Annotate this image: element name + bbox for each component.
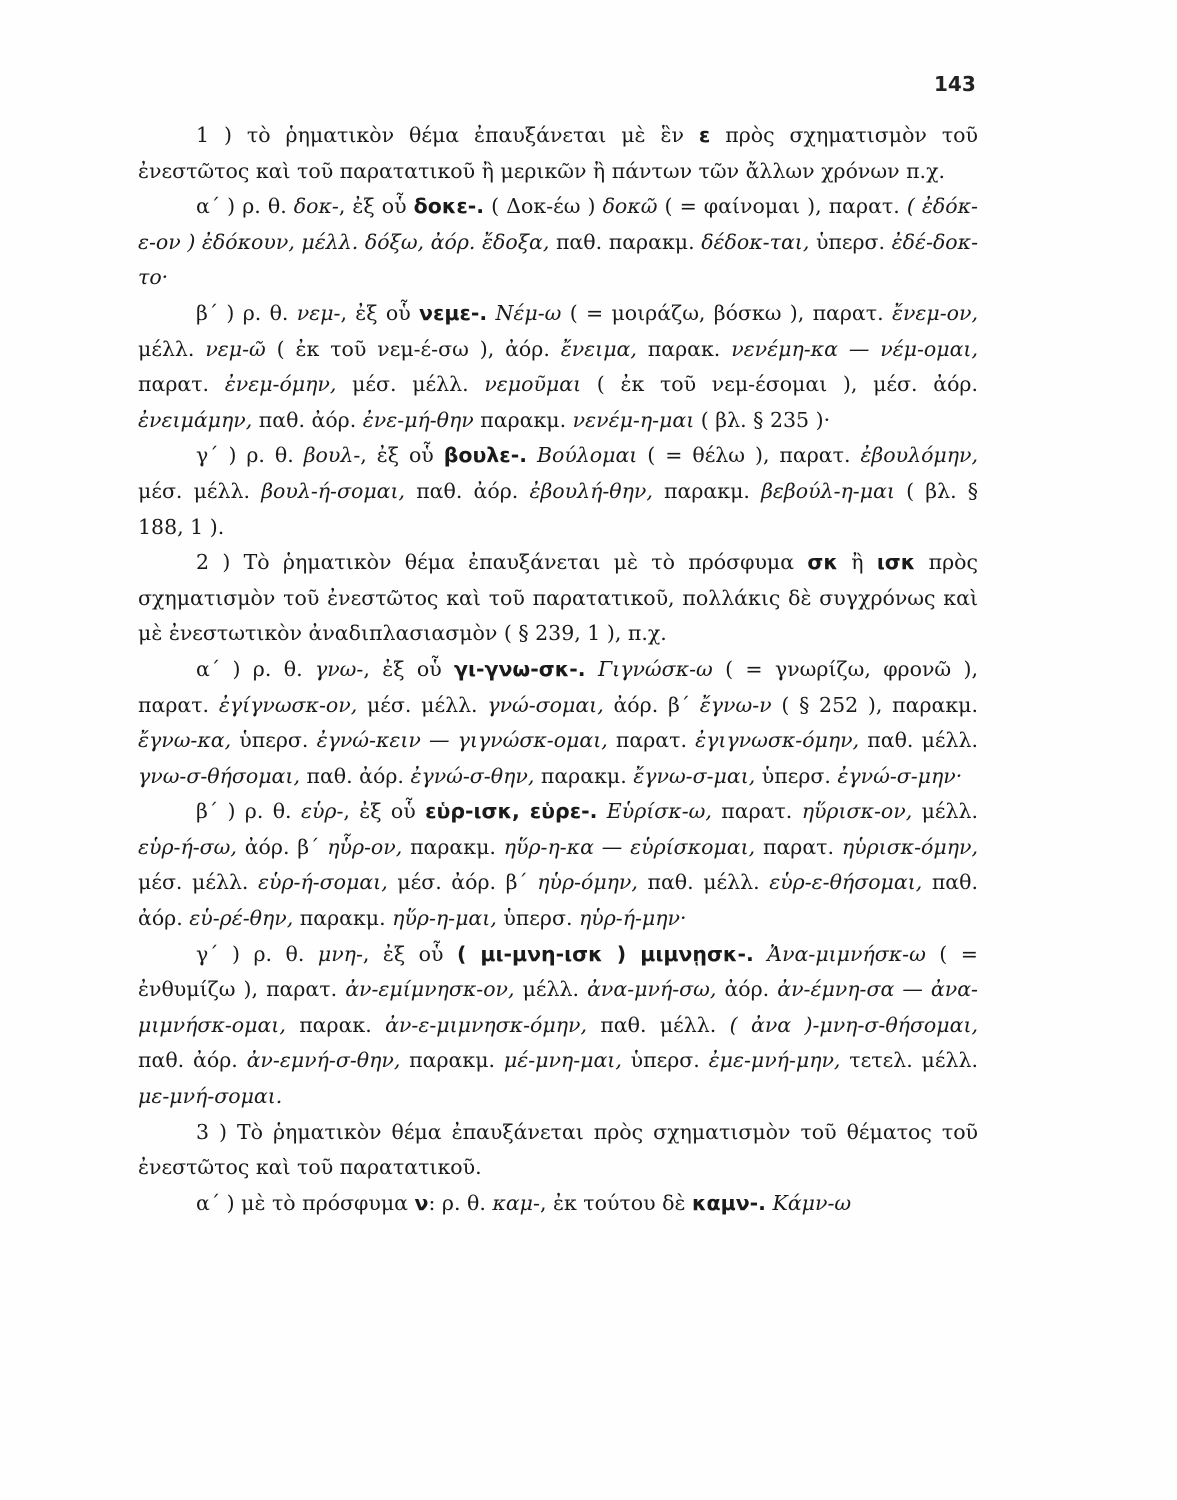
text-run: ( βλ. § 188, 1 ).: [138, 478, 978, 539]
text-run: παθ. ἀόρ.: [252, 407, 363, 432]
italic-form: εὑρ-ε-θήσομαι,: [769, 870, 923, 895]
text-run: πρὸς σχηματισμὸν τοῦ ἐνεστῶτος καὶ τοῦ παρατατικοῦ ἢ μερικῶν ἢ πάντων τῶν ἄλλων χρόνων π.χ.: [138, 123, 978, 183]
text-run: 3 ) Τὸ ῥηματικὸν θέμα ἐπαυξάνεται πρὸς σχηματισμὸν τοῦ θέματος τοῦ ἐνεστῶτος καὶ τοῦ παρατατικοῦ.: [138, 1119, 978, 1180]
paragraph: [138, 652, 978, 794]
paragraph: [138, 937, 978, 1115]
text-run: , ἐκ τούτου δὲ: [539, 1190, 692, 1215]
text-run: μέλλ.: [912, 799, 979, 824]
italic-form: γνω-σ-θήσομαι,: [138, 763, 300, 788]
text-run: ( ἐκ τοῦ νεμ-έσομαι ), μέσ. ἀόρ.: [581, 372, 978, 397]
text-run: ( = θέλω ), παρατ.: [637, 443, 861, 468]
text-run: ἢ: [837, 550, 877, 575]
paragraph: [138, 1115, 978, 1186]
italic-form: νεμ-: [296, 300, 341, 325]
text-run: ὑπερσ.: [621, 1048, 709, 1073]
italic-form: ἐγνώ-σ-μην·: [837, 763, 963, 788]
text-run: παρακ.: [285, 1012, 386, 1037]
text-run: παρατ.: [607, 728, 696, 753]
text-run: , ἐξ οὗ: [360, 443, 444, 468]
text-run: παρακμ.: [473, 407, 573, 432]
italic-form: ἀνα-μνή-σω,: [587, 977, 717, 1002]
italic-form: ἐγνώ-σ-θην,: [410, 763, 535, 788]
italic-form: ηὑρισκ-όμην,: [841, 834, 978, 859]
text-run: [754, 942, 767, 966]
italic-form: ἔνειμα,: [560, 336, 637, 361]
text-run: ( = μοιράζω, βόσκω ), παρατ.: [561, 300, 892, 325]
text-run: παρατ.: [138, 372, 225, 397]
text-run: [586, 657, 598, 681]
italic-form: ηὕρισκ-ον,: [801, 799, 913, 824]
text-run: μέσ. μέλλ.: [138, 478, 262, 503]
paragraph: [138, 438, 978, 545]
bold-stem: νεμε-.: [419, 300, 488, 325]
italic-form: μέ-μνη-μαι,: [503, 1048, 622, 1073]
italic-form: Κάμν-ω: [772, 1190, 852, 1215]
text-run: παρακ.: [636, 336, 732, 361]
italic-form: βουλ-ή-σομαι,: [261, 478, 406, 503]
italic-form: δέδοκ-ται,: [701, 229, 810, 254]
text-run: : ρ. θ.: [428, 1190, 493, 1215]
text-run: μέσ. μέλλ.: [138, 870, 259, 895]
italic-form: βεβούλ-η-μαι: [761, 478, 895, 503]
text-run: ὑπερσ.: [755, 763, 838, 788]
italic-form: ἔγνω-κα,: [138, 728, 232, 753]
italic-form: ἐγίγνωσκ-ον,: [218, 692, 358, 717]
text-run: παθ. ἀόρ.: [138, 870, 979, 931]
paragraph: [138, 545, 978, 652]
italic-form: Ἀνα-μιμνήσκ-ω: [767, 941, 926, 966]
text-run: γ΄ ) ρ. θ.: [196, 941, 318, 966]
body-text: [138, 118, 978, 1221]
text-run: ἀόρ. β΄: [236, 834, 328, 859]
italic-form: μνη-: [317, 941, 363, 966]
text-run: παρακμ.: [402, 834, 504, 859]
italic-form: βουλ-: [303, 443, 361, 468]
text-run: παρακμ.: [534, 763, 634, 788]
text-run: ( § 252 ), παρακμ.: [771, 692, 979, 717]
italic-form: Γιγνώσκ-ω: [597, 656, 713, 681]
bold-stem: γι-γνω-σκ-.: [454, 656, 586, 681]
italic-form: ἐνειμάμην,: [138, 407, 253, 432]
bold-stem: δοκε-.: [413, 194, 485, 219]
text-run: ( = φαίνομαι ), παρατ.: [657, 194, 907, 219]
italic-form: γνω-: [314, 656, 364, 681]
italic-form: ἐβουλόμην,: [860, 443, 978, 468]
text-run: 2 ) Τὸ ῥηματικὸν θέμα ἐπαυξάνεται μὲ τὸ πρόσφυμα: [196, 550, 808, 575]
text-run: πρὸς σχηματισμὸν τοῦ ἐνεστῶτος καὶ τοῦ παρατατικοῦ, πολλάκις δὲ συγχρόνως καὶ μὲ ἐνεστωτικὸν ἀναδιπλασιασμὸν ( § 239, 1 ), π.χ.: [138, 550, 978, 646]
page-number: 143: [934, 72, 976, 96]
text-run: , ἐξ οὗ: [340, 300, 419, 325]
text-run: ὑπερσ.: [496, 906, 579, 931]
italic-form: ηὑρ-ή-μην·: [578, 906, 687, 931]
paragraph: [138, 296, 978, 438]
text-run: α΄ ) μὲ τὸ πρόσφυμα: [196, 1190, 415, 1215]
italic-form: εὑρ-ή-σω,: [138, 834, 237, 859]
text-run: μέσ. ἀόρ. β΄: [387, 870, 538, 895]
italic-form: με-μνή-σομαι.: [138, 1084, 283, 1109]
italic-form: δοκ-: [293, 194, 339, 219]
text-run: μέσ. μέλλ.: [357, 692, 488, 717]
italic-form: ἐβουλή-θην,: [529, 478, 653, 503]
italic-form: ἔγνω-ν: [699, 692, 772, 717]
italic-form: ἐνεμ-όμην,: [224, 372, 337, 397]
italic-form: ἐμε-μνή-μην,: [708, 1048, 841, 1073]
italic-form: ἀν-εμνή-σ-θην,: [246, 1048, 401, 1073]
text-run: , ἐξ οὗ: [363, 656, 455, 681]
italic-form: ηὑρ-όμην,: [537, 870, 638, 895]
italic-form: νεμοῦμαι: [484, 372, 582, 397]
text-run: α΄ ) ρ. θ.: [196, 194, 294, 219]
bold-stem: ( μι-μνη-ισκ ) μιμνῃσκ-.: [456, 941, 754, 966]
text-run: παθ. μέλλ.: [637, 870, 770, 895]
italic-form: εὑ-ρέ-θην,: [189, 906, 294, 931]
text-run: β΄ ) ρ. θ.: [196, 300, 297, 325]
text-run: ( = γνωρίζω, φρονῶ ), παρατ.: [138, 656, 978, 717]
text-run: παθ. μέλλ.: [586, 1012, 730, 1037]
text-run: ( βλ. § 235 )·: [694, 407, 831, 432]
bold-stem: ν: [414, 1190, 429, 1215]
bold-stem: σκ: [807, 550, 838, 575]
italic-form: Νέμ-ω: [495, 300, 562, 325]
text-run: μέλλ.: [138, 336, 206, 361]
text-run: παθ. μέλλ.: [859, 728, 979, 753]
italic-form: νενέμ-η-μαι: [572, 407, 695, 432]
text-run: τετελ. μέλλ.: [840, 1048, 978, 1073]
text-run: ( ἐκ τοῦ νεμ-έ-σω ), ἀόρ.: [265, 336, 561, 361]
paragraph: [138, 1186, 978, 1222]
paragraph: [138, 794, 978, 936]
text-run: ἀόρ.: [716, 977, 778, 1002]
text-run: παθ. ἀόρ.: [299, 763, 411, 788]
italic-form: ἐγνώ-κειν — γιγνώσκ-ομαι,: [316, 728, 608, 753]
italic-form: ἐδέ-δοκ-το·: [138, 229, 978, 290]
text-run: ἀόρ. β΄: [603, 692, 700, 717]
text-run: παρατ.: [711, 799, 802, 824]
italic-form: ἀν-εμίμνησκ-ον,: [345, 977, 515, 1002]
italic-form: ηὕρ-η-κα — εὑρίσκομαι,: [503, 834, 756, 859]
text-run: ( Δοκ-έω ): [484, 194, 603, 219]
italic-form: ἀν-ε-μιμνησκ-όμην,: [385, 1012, 587, 1037]
text-run: 1 ) τὸ ῥηματικὸν θέμα ἐπαυξάνεται μὲ ἓν: [196, 123, 699, 147]
text-run: παρατ.: [755, 834, 842, 859]
text-run: παρακμ.: [400, 1048, 504, 1073]
italic-form: ἔγνω-σ-μαι,: [633, 763, 756, 788]
text-run: παρακμ.: [293, 906, 393, 931]
italic-form: ἐγιγνωσκ-όμην,: [695, 728, 860, 753]
text-run: , ἐξ οὗ: [362, 941, 457, 966]
italic-form: νεμ-ῶ: [205, 336, 266, 361]
italic-form: ἔνεμ-ον,: [891, 300, 978, 325]
text-run: , ἐξ οὗ: [338, 194, 414, 219]
bold-stem: ισκ: [876, 550, 916, 575]
text-run: β΄ ) ρ. θ.: [196, 799, 301, 824]
text-run: παρακμ.: [652, 478, 762, 503]
italic-form: γνώ-σομαι,: [487, 692, 604, 717]
italic-form: νενέμη-κα — νέμ-ομαι,: [731, 336, 978, 361]
italic-form: εὑρ-ή-σομαι,: [258, 870, 388, 895]
text-run: μέσ. μέλλ.: [336, 372, 485, 397]
text-run: [597, 799, 606, 823]
text-run: μέλλ.: [514, 977, 588, 1002]
italic-form: ( ἐδόκ-ε-ον ) ἐδόκουν, μέλλ. δόξω, ἀόρ. ἔδοξα,: [138, 194, 978, 254]
bold-stem: βουλε-.: [443, 443, 527, 468]
text-run: α΄ ) ρ. θ.: [196, 656, 315, 681]
italic-form: καμ-: [492, 1190, 540, 1215]
italic-form: ( ἀνα )-μνη-σ-θήσομαι,: [729, 1012, 978, 1037]
text-run: παθ. ἀόρ.: [138, 1048, 247, 1073]
text-run: παθ. ἀόρ.: [405, 478, 530, 503]
text-run: , ἐξ οὗ: [343, 799, 426, 824]
text-run: ( = ἐνθυμίζω ), παρατ.: [138, 941, 978, 1002]
italic-form: Εὑρίσκ-ω,: [606, 799, 712, 824]
bold-stem: καμν-.: [691, 1190, 766, 1215]
italic-form: ἐνε-μή-θην: [362, 407, 474, 432]
text-run: γ΄ ) ρ. θ.: [196, 443, 304, 468]
italic-form: δοκῶ: [602, 194, 658, 219]
italic-form: ηὗρ-ον,: [327, 834, 403, 859]
italic-form: εὑρ-: [300, 799, 344, 824]
text-run: ὑπερσ.: [231, 728, 317, 753]
italic-form: ηὕρ-η-μαι,: [392, 906, 497, 931]
italic-form: ἀν-έμνη-σα — ἀνα-μιμνήσκ-ομαι,: [138, 977, 978, 1037]
text-run: ὑπερσ.: [809, 229, 892, 254]
text-run: παθ. παρακμ.: [549, 229, 702, 254]
italic-form: Βούλομαι: [536, 443, 638, 468]
text-run: [527, 443, 537, 467]
paragraph: [138, 118, 978, 189]
bold-stem: ε: [698, 123, 711, 147]
bold-stem: εὑρ-ισκ, εὑρε-.: [425, 799, 598, 824]
paragraph: [138, 189, 978, 296]
